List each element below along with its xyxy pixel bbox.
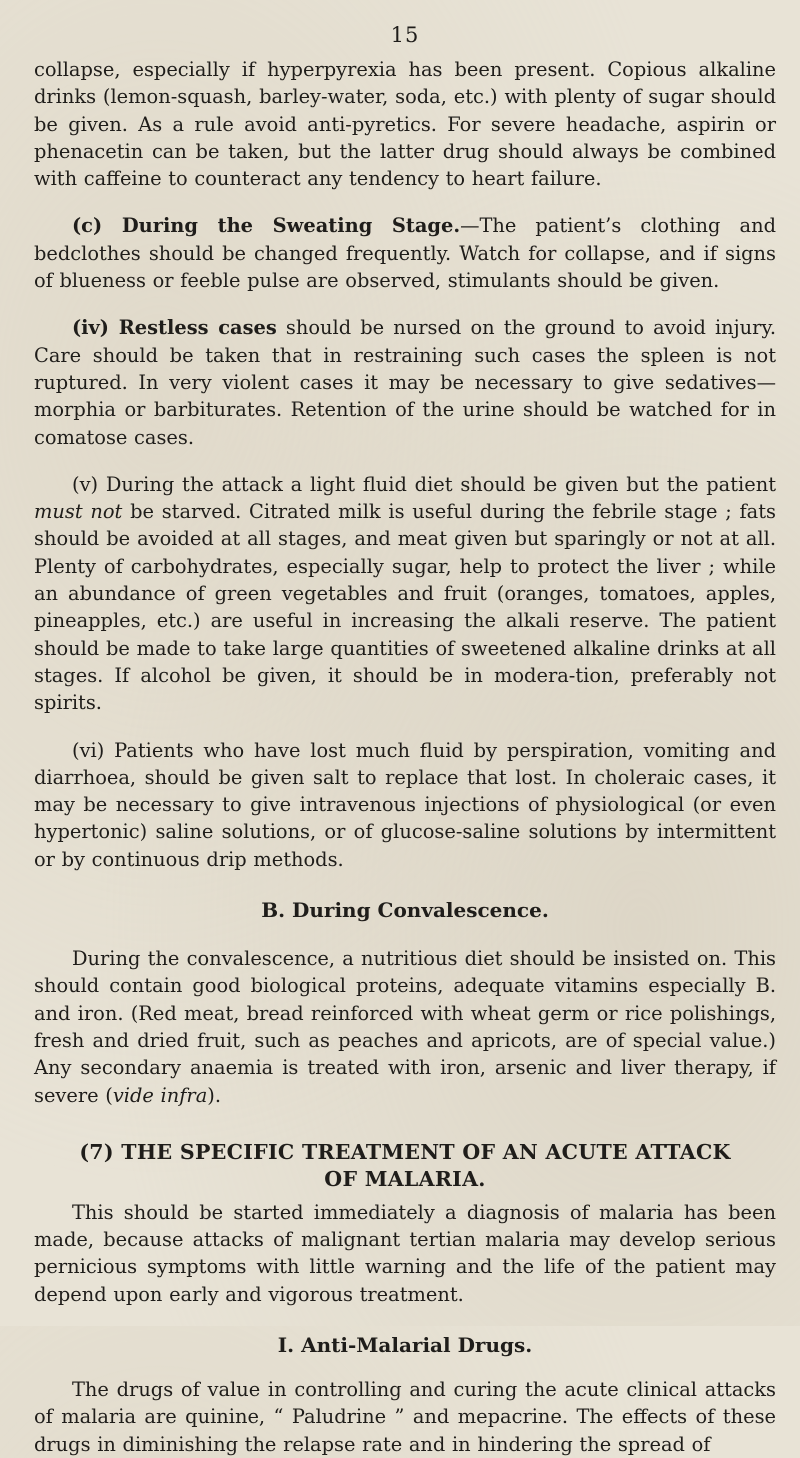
- diet-text-end: be starved. Citrated milk is useful during the febrile stage ; fats should be avoided at all stages, and meat given but sparingly or not at all. Plenty of carbohydrates, especially sugar, help to protect the liver ; while an abundance of green vegetables and fruit (oranges, tomatoes, apples, pineapples, etc.) are useful in increasing the alkali reserve. The patient should be made to take large quantities of sweetened alkaline drinks at all stages. If alcohol be given, it should be in modera-tion, preferably not spirits.: [34, 500, 776, 715]
- paragraph-restless-cases: [34, 314, 776, 450]
- paragraph-sweating-stage: [34, 212, 776, 294]
- convalescence-text-start: During the convalescence, a nutritious diet should be insisted on. This should contain good biological proteins, adequate vitamins especially B. and iron. (Red meat, bread reinforced with wheat germ or rice polishings, fresh and dried fruit, such as peaches and apricots, are of special value.) Any secondary anaemia is treated with iron, arsenic and liver therapy, if severe (: [34, 947, 776, 1107]
- sweating-stage-text: —The patient’s clothing and bedclothes should be changed frequently. Watch for collapse, and if signs of blueness or feeble pulse are observed, stimulants should be given.: [34, 214, 776, 293]
- heading-specific-treatment: [34, 1139, 776, 1193]
- paragraph-anti-malarial-drugs: The drugs of value in controlling and curing the acute clinical attacks of malaria are quinine, “ Paludrine ” and mepacrine. The effects of these drugs in diminishing the relapse rate and in hindering the spread of: [34, 1377, 776, 1456]
- paragraph-continued: collapse, especially if hyperpyrexia has been present. Copious alkaline drinks (lemon-squash, barley-water, soda, etc.) with plenty of sugar should be given. As a rule avoid anti-pyretics. For severe headache, aspirin or phenacetin can be taken, but the latter drug should always be combined with caffeine to counteract any tendency to heart failure.: [34, 58, 776, 191]
- paragraph-convalescence: [34, 945, 776, 1109]
- convalescence-text-end: ).: [207, 1083, 221, 1107]
- heading-anti-malarial-drugs: I. Anti-Malarial Drugs.: [277, 1332, 533, 1357]
- heading-specific-treatment-line-2: OF MALARIA.: [324, 1166, 486, 1191]
- book-page: [34, 24, 776, 1458]
- paragraph-specific-treatment: This should be started immediately a diagnosis of malaria has been made, because attacks of malignant tertian malaria may develop serious pernicious symptoms with little warning and the life of the patient may depend upon early and vigorous treatment.: [34, 1200, 776, 1306]
- page-number: 15: [390, 23, 420, 47]
- heading-convalescence: B. During Convalescence.: [261, 898, 549, 923]
- restless-cases-text: should be nursed on the ground to avoid injury. Care should be taken that in restraining such cases the spleen is not ruptured. In very violent cases it may be necessary to give sedatives—morphia or barbiturates. Retention of the urine should be watched for in comatose cases.: [34, 316, 776, 449]
- paragraph-diet-during-attack: [34, 471, 776, 717]
- convalescence-emphasis: vide infra: [112, 1083, 208, 1107]
- heading-specific-treatment-line-1: (7) THE SPECIFIC TREATMENT OF AN ACUTE ATTACK: [79, 1139, 731, 1164]
- paragraph-fluid-loss: (vi) Patients who have lost much fluid by perspiration, vomiting and diarrhoea, should be given salt to replace that lost. In choleraic cases, it may be necessary to give intravenous injections of physiological (or even hypertonic) saline solutions, or of glucose-saline solutions by intermittent or by continuous drip methods.: [34, 738, 776, 871]
- diet-emphasis: must not: [34, 500, 123, 524]
- diet-text-start: (v) During the attack a light fluid diet should be given but the patient: [72, 472, 776, 496]
- restless-cases-lead: (iv) Restless cases: [72, 316, 277, 340]
- sweating-stage-lead: (c) During the Sweating Stage.: [72, 214, 461, 238]
